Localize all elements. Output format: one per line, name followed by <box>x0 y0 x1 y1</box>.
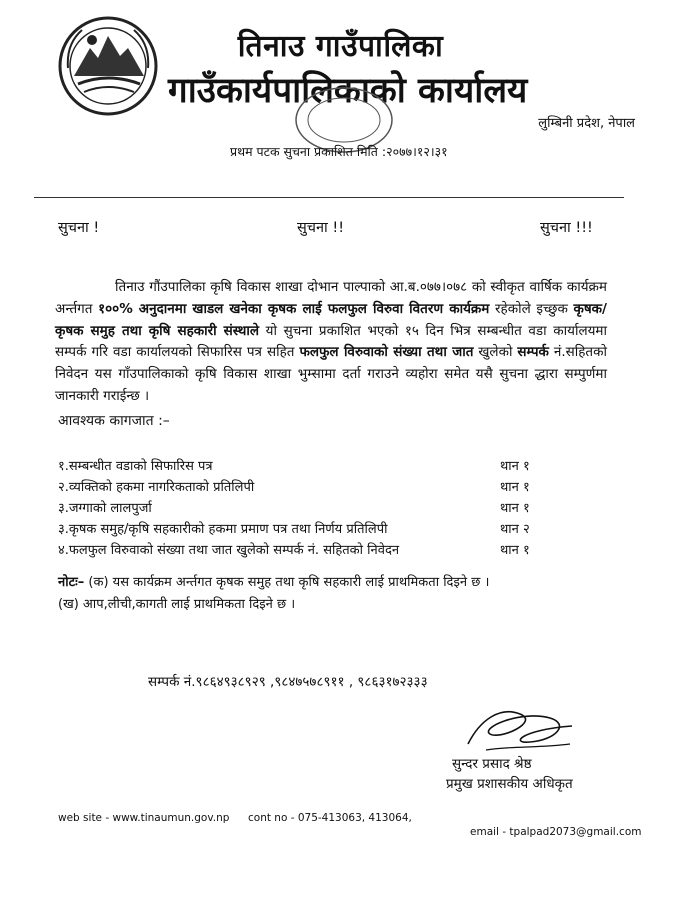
footer-website: web site - www.tinaumun.gov.np <box>58 812 230 824</box>
note-2: (ख) आप,लीची,कागती लाई प्राथमिकता दिइने छ । <box>58 597 296 612</box>
office-name: गाउँकार्यपालिकाको कार्यालय <box>168 71 528 111</box>
notice-body: तिनाउ गौंउपालिका कृषि विकास शाखा दोभान पाल्पाको आ.ब.०७७।०७८ को स्वीकृत वार्षिक कार्यक्रम अर्न्तगत १००% अनुदानमा खाडल खनेका कृषक लाई फलफुल विरुवा वितरण कार्यक्रम रहेकोले इच्छुक कृषक/कृषक समुह तथा कृषि सहकारी संस्थाले यो सुचना प्रकाशित भएको १५ दिन भित्र सम्बन्धीत वडा कार्यालयमा सम्पर्क गरि वडा कार्यालयको सिफारिस पत्र सहित फलफुल विरुवाको संख्या तथा जात खुलेको सम्पर्क नं.सहितको निवेदन यस गाँउपालिकाको कृषि विकास शाखा भुम्सामा दर्ता गराउने व्यहोरा समेत यसै सुचना द्धारा सम्पुर्णमा जानकारी गराईन्छ । <box>55 279 607 404</box>
signature <box>460 700 580 760</box>
requirement-item: ३.कृषक समुह/कृषि सहकारीको हकमा प्रमाण पत्र तथा निर्णय प्रतिलिपी थान २ <box>58 522 530 537</box>
footer-email: email - tpalpad2073@gmail.com <box>470 826 642 838</box>
requirement-item: १.सम्बन्धीत वडाको सिफारिस पत्र थान १ <box>58 459 530 474</box>
requirement-item: ३.जग्गाको लालपुर्जा थान १ <box>58 501 530 516</box>
requirement-item: २.व्यक्तिको हकमा नागरिकताको प्रतिलिपी थान १ <box>58 480 530 495</box>
note-1: नोटः– (क) यस कार्यक्रम अर्न्तगत कृषक समुह तथा कृषि सहकारी लाई प्राथमिकता दिइने छ । <box>58 575 490 590</box>
signatory-name: सुन्दर प्रसाद श्रेष्ठ <box>452 756 532 772</box>
notice-header-2: सुचना !! <box>297 220 345 236</box>
header-divider <box>34 197 624 198</box>
requirement-item: ४.फलफुल विरुवाको संख्या तथा जात खुलेको सम्पर्क नं. सहितको निवेदन थान १ <box>58 543 530 558</box>
requirements-title: आवश्यक कागजात :– <box>58 413 170 429</box>
signatory-title: प्रमुख प्रशासकीय अधिकृत <box>446 776 573 792</box>
page-title: तिनाउ गाउँपालिका <box>237 29 444 64</box>
notice-header-3: सुचना !!! <box>540 220 593 236</box>
contact-numbers: सम्पर्क नं.९८६४९३८९२९ ,९८४७५७८९११ , ९८६३१७२३३३ <box>148 674 428 690</box>
footer-phone: cont no - 075-413063, 413064, <box>248 812 412 824</box>
notice-header-1: सुचना ! <box>58 220 100 236</box>
province-label: लुम्बिनी प्रदेश, नेपाल <box>538 116 635 131</box>
publication-date: प्रथम पटक सुचना प्रकाशित मिति :२०७७।१२।३१ <box>230 144 448 159</box>
